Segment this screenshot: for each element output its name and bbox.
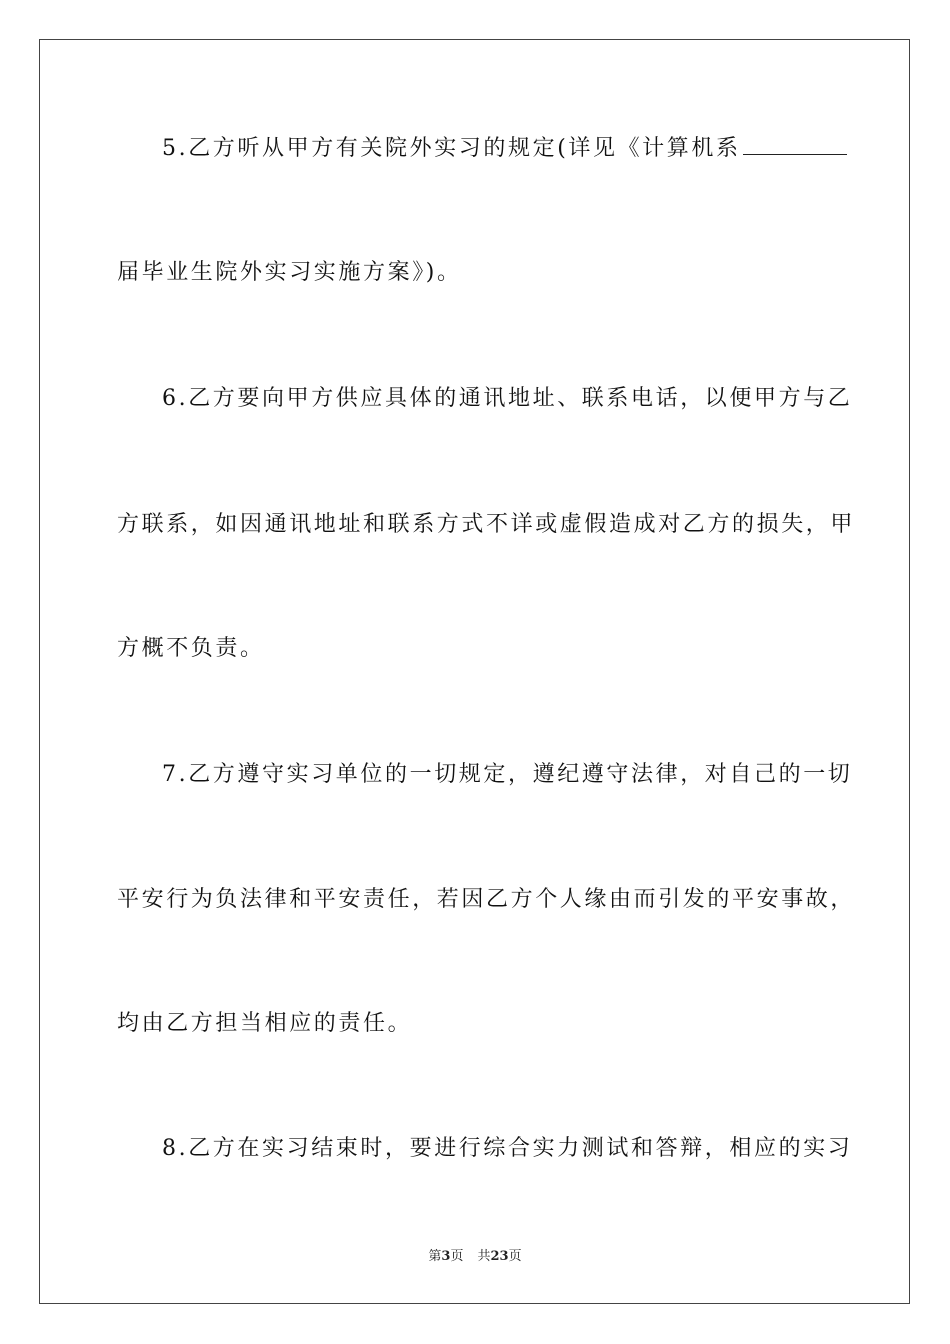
paragraph-7-line-2: 平安行为负法律和平安责任，若因乙方个人缘由而引发的平安事故， xyxy=(117,887,856,912)
footer-page-number: 3 xyxy=(441,1249,451,1264)
paragraph-8-line-1: 8.乙方在实习结束时，要进行综合实力测试和答辩，相应的实习 xyxy=(162,1136,853,1161)
paragraph-6-line-1: 6.乙方要向甲方供应具体的通讯地址、联系电话，以便甲方与乙 xyxy=(162,386,853,411)
page-frame xyxy=(39,39,910,1304)
paragraph-5-line-2: 届毕业生院外实习实施方案》)。 xyxy=(117,260,462,285)
footer-total-pages: 23 xyxy=(490,1249,509,1264)
paragraph-6-line-2: 方联系，如因通讯地址和联系方式不详或虚假造成对乙方的损失，甲 xyxy=(117,512,856,537)
fill-in-blank xyxy=(743,134,847,155)
paragraph-5-line-1 xyxy=(162,134,882,164)
footer-page-suffix: 页 xyxy=(450,1249,464,1264)
page-footer xyxy=(0,1245,950,1264)
paragraph-6-line-3: 方概不负责。 xyxy=(117,636,265,661)
footer-total-suffix: 页 xyxy=(508,1249,522,1264)
footer-total-prefix: 共 xyxy=(477,1249,491,1264)
paragraph-7-line-1: 7.乙方遵守实习单位的一切规定，遵纪遵守法律，对自己的一切 xyxy=(162,762,853,787)
paragraph-7-line-3: 均由乙方担当相应的责任。 xyxy=(117,1011,413,1036)
footer-page-prefix: 第 xyxy=(428,1249,442,1264)
paragraph-5-text: 5.乙方听从甲方有关院外实习的规定(详见《计算机系 xyxy=(162,136,741,161)
